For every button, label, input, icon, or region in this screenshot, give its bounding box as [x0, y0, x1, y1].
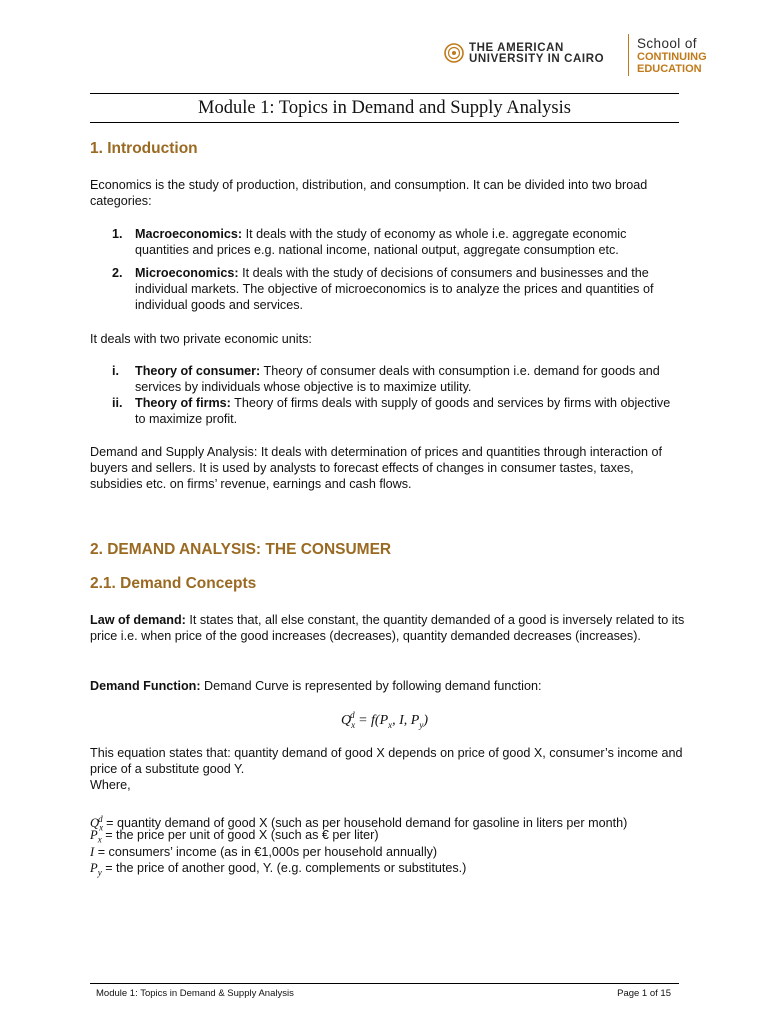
university-name: THE AMERICAN UNIVERSITY IN CAIRO: [469, 42, 605, 65]
definition-i: I = consumers’ income (as in €1,000s per household annually): [90, 845, 438, 859]
symbol-py: $P_y$: [90, 861, 102, 878]
logo-divider: [628, 34, 629, 76]
university-seal-icon: [444, 43, 464, 63]
section-heading-introduction: 1. Introduction: [90, 140, 198, 157]
school-name: School of: [637, 36, 697, 51]
where-label: Where,: [90, 778, 131, 792]
school-department: CONTINUING EDUCATION: [637, 51, 707, 75]
symbol-qxd: $Q_x^d$: [90, 814, 104, 833]
page-title: Module 1: Topics in Demand and Supply Analysis: [198, 98, 571, 118]
list-item-macroeconomics: 1. Macroeconomics: It deals with the study of economy as whole i.e. aggregate economic quantities and prices e.g. national income, national output, aggregate consumption etc.: [112, 227, 627, 257]
page-footer: [96, 988, 671, 999]
equation-explanation: This equation states that: quantity demand of good X depends on price of good X, consumer’s income and price of a substitute good Y.: [90, 746, 683, 776]
symbol-i: I: [90, 845, 95, 859]
intro-paragraph: Economics is the study of production, distribution, and consumption. It can be divided into two broad categories:: [90, 178, 648, 208]
definition-px: $P_x$ = the price per unit of good X (such as € per liter): [90, 828, 379, 845]
list-item-microeconomics: 2. Microeconomics: It deals with the study of decisions of consumers and businesses and the individual markets. The objective of microeconomics is to analyze the prices and quantities of individual goods and services.: [112, 266, 654, 312]
title-top-rule: [90, 93, 679, 94]
law-of-demand-paragraph: Law of demand: It states that, all else constant, the quantity demanded of a good is inversely related to its price i.e. when price of the good increases (decreases), quantity demanded decreases (increases).: [90, 613, 685, 643]
subsection-heading-demand-concepts: 2.1. Demand Concepts: [90, 575, 257, 592]
footer-title: Module 1: Topics in Demand & Supply Analysis: [96, 988, 294, 999]
title-bottom-rule: [90, 122, 679, 123]
units-intro: It deals with two private economic units:: [90, 332, 312, 346]
footer-rule: [90, 983, 679, 984]
list-item-theory-of-consumer: i. Theory of consumer: Theory of consumer deals with consumption i.e. demand for goods and services by individuals whose objective is to maximize utility.: [112, 364, 660, 394]
list-item-theory-of-firms: ii. Theory of firms: Theory of firms deals with supply of goods and services by firms with objective to maximize profit.: [112, 396, 671, 426]
definition-qxd: $Q_x^d$ = quantity demand of good X (such as per household demand for gasoline in liters per month): [90, 814, 628, 833]
demand-function-paragraph: Demand Function: Demand Curve is represented by following demand function:: [90, 679, 542, 693]
section-heading-demand-analysis: 2. DEMAND ANALYSIS: THE CONSUMER: [90, 541, 392, 558]
demand-equation: $Q_x^d = f(P_x$, I, $P_y$): [340, 710, 429, 730]
closing-paragraph: Demand and Supply Analysis: It deals with determination of prices and quantities through interaction of buyers and sellers. It is used by analysts to forecast effects of changes in consumer tastes, taxes, subsidies etc. on firms’ revenue, earnings and cash flows.: [90, 445, 662, 491]
page-number: Page 1 of 15: [617, 988, 671, 999]
symbol-px: $P_x$: [90, 828, 102, 845]
definition-py: $P_y$ = the price of another good, Y. (e.g. complements or substitutes.): [90, 861, 467, 878]
